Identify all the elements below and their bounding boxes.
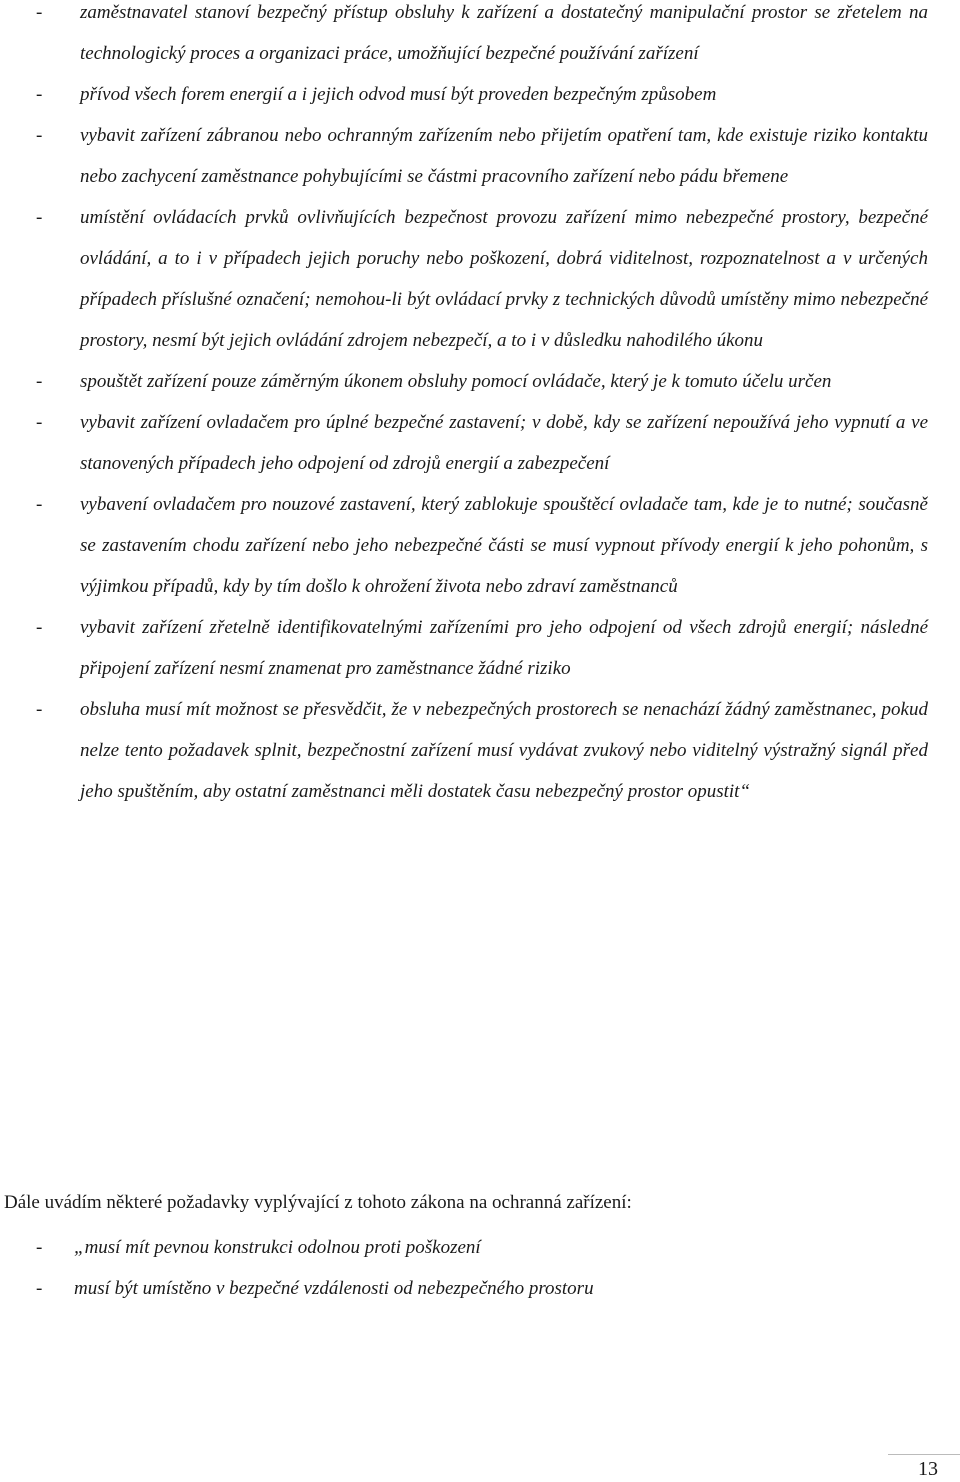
list-dash: - (36, 1278, 43, 1299)
intro-paragraph: Dále uvádím některé požadavky vyplývající z tohoto zákona na ochranná zařízení: (4, 1192, 632, 1213)
list-dash: - (36, 2, 43, 23)
list-item (0, 0, 960, 74)
list-dash: - (36, 371, 43, 392)
list-dash: - (36, 412, 43, 433)
list-item-text: vybavit zařízení zřetelně identifikovatelnými zařízeními pro jeho odpojení od všech zdrojů energií; následné připojení zařízení nesmí znamenat pro zaměstnance žádné riziko (80, 617, 928, 679)
list-item (0, 115, 960, 197)
list-dash: - (36, 617, 43, 638)
list-item-text: „musí mít pevnou konstrukci odolnou proti poškození (74, 1237, 481, 1258)
list-dash: - (36, 125, 43, 146)
list-item-text: musí být umístěno v bezpečné vzdálenosti od nebezpečného prostoru (74, 1278, 594, 1299)
list-item-text: spouštět zařízení pouze záměrným úkonem obsluhy pomocí ovládače, který je k tomuto účelu určen (80, 371, 832, 392)
list-item (0, 1268, 960, 1309)
protective-device-requirements-list (0, 1227, 960, 1309)
list-item-text: umístění ovládacích prvků ovlivňujících bezpečnost provozu zařízení mimo nebezpečné prostory, bezpečné ovládání, a to i v případech jejich poruchy nebo poškození, dobrá viditelnost, rozpoznatelnost a v určených případech příslušné označení; nemohou-li být ovládací prvky z technických důvodů umístěny mimo nebezpečné prostory, nesmí být jejich ovládání zdrojem nebezpečí, a to i v důsledku nahodilého úkonu (80, 207, 928, 351)
list-item-text: vybavit zařízení ovladačem pro úplné bezpečné zastavení; v době, kdy se zařízení nepoužívá jeho vypnutí a ve stanovených případech jeho odpojení od zdrojů energií a zabezpečení (80, 412, 928, 474)
list-item-text: vybavit zařízení zábranou nebo ochranným zařízením nebo přijetím opatření tam, kde existuje riziko kontaktu nebo zachycení zaměstnance pohybujícími se částmi pracovního zařízení nebo pádu břemene (80, 125, 928, 187)
list-item (0, 607, 960, 689)
footer-divider (888, 1454, 960, 1455)
list-dash: - (36, 699, 43, 720)
list-item-text: zaměstnavatel stanoví bezpečný přístup obsluhy k zařízení a dostatečný manipulační prostor se zřetelem na technologický proces a organizaci práce, umožňující bezpečné používání zařízení (80, 2, 928, 64)
list-item (0, 74, 960, 115)
list-dash: - (36, 84, 43, 105)
list-item-text: přívod všech forem energií a i jejich odvod musí být proveden bezpečným způsobem (80, 84, 717, 105)
list-item-text: vybavení ovladačem pro nouzové zastavení, který zablokuje spouštěcí ovladače tam, kde je to nutné; současně se zastavením chodu zařízení nebo jeho nebezpečné části se musí vypnout přívody energií k jeho pohonům, s výjimkou případů, kdy by tím došlo k ohrožení života nebo zdraví zaměstnanců (80, 494, 928, 597)
list-item-text: obsluha musí mít možnost se přesvědčit, že v nebezpečných prostorech se nenachází žádný zaměstnanec, pokud nelze tento požadavek splnit, bezpečnostní zařízení musí vydávat zvukový nebo viditelný výstražný signál před jeho spuštěním, aby ostatní zaměstnanci měli dostatek času nebezpečný prostor opustit“ (80, 699, 928, 802)
page-number: 13 (918, 1458, 938, 1480)
list-dash: - (36, 207, 43, 228)
list-dash: - (36, 494, 43, 515)
list-item (0, 197, 960, 361)
list-item (0, 1227, 960, 1268)
list-item (0, 689, 960, 812)
list-dash: - (36, 1237, 43, 1258)
list-item (0, 361, 960, 402)
list-item (0, 484, 960, 607)
list-item (0, 402, 960, 484)
